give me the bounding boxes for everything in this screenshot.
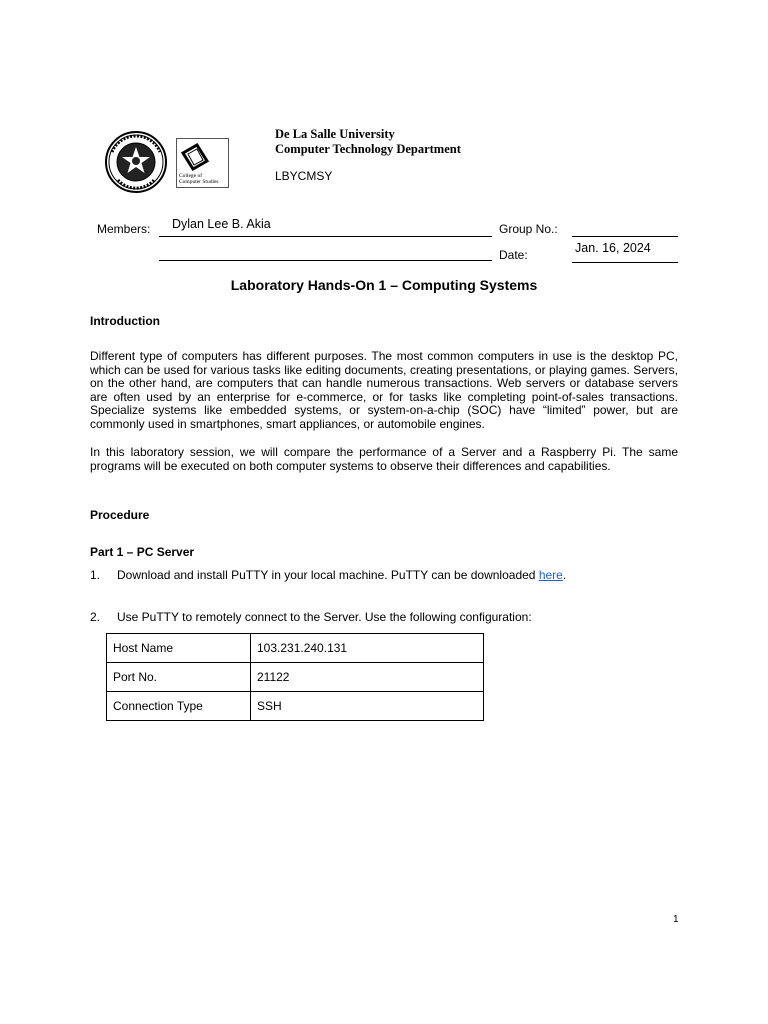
step1-number: 1. xyxy=(90,568,101,582)
config-table xyxy=(106,633,484,721)
date-label: Date: xyxy=(499,248,528,262)
members-label: Members: xyxy=(97,222,151,236)
page-title: Laboratory Hands-On 1 – Computing Systems xyxy=(230,277,538,293)
part1-heading: Part 1 – PC Server xyxy=(90,545,195,559)
step2-number: 2. xyxy=(90,610,101,624)
table-row xyxy=(107,634,484,663)
connection-type-value: SSH xyxy=(251,692,484,721)
port-no-value: 21122 xyxy=(251,663,484,692)
group-label: Group No.: xyxy=(499,222,558,236)
members-field[interactable] xyxy=(159,216,492,237)
host-name-label: Host Name xyxy=(107,634,251,663)
step1-item xyxy=(117,568,566,582)
introduction-paragraph-2: In this laboratory session, we will compare the performance of a Server and a Raspberry Pi. The same programs will be executed on both computer systems to observe their differences and capabilities. xyxy=(90,445,678,473)
step1-text: Download and install PuTTY in your local machine. PuTTY can be downloaded xyxy=(117,568,539,582)
step1-end: . xyxy=(562,568,567,582)
date-value: Jan. 16, 2024 xyxy=(575,241,651,255)
ccs-logo-text: College of Computer Studies xyxy=(179,173,219,185)
introduction-paragraph-1: Different type of computers has different purposes. The most common computers in use is the desktop PC, which can be used for various tasks like editing documents, creating presentations, or playing games. Servers, on the other hand, are computers that can handle numerous transactions. Web servers or database servers are often used by an enterprise for e-commerce, or for tasks like completing point-of-sales transactions. Specialize systems like embedded systems, or system-on-a-chip (SOC) have “limited” power, but are commonly used in smartphones, smart appliances, or automobile engines. xyxy=(90,349,678,431)
members-value: Dylan Lee B. Akia xyxy=(172,217,271,231)
step2-text: Use PuTTY to remotely connect to the Server. Use the following configuration: xyxy=(117,610,532,624)
port-no-label: Port No. xyxy=(107,663,251,692)
table-row xyxy=(107,692,484,721)
page-number: 1 xyxy=(673,914,679,925)
university-name: De La Salle University xyxy=(275,127,395,141)
host-name-value: 103.231.240.131 xyxy=(251,634,484,663)
introduction-heading: Introduction xyxy=(90,314,160,328)
table-row xyxy=(107,663,484,692)
members-field-second-line[interactable] xyxy=(159,242,492,261)
ccs-logo xyxy=(176,138,229,188)
procedure-heading: Procedure xyxy=(90,508,150,522)
group-field[interactable] xyxy=(572,218,678,237)
connection-type-label: Connection Type xyxy=(107,692,251,721)
dlsu-seal-logo xyxy=(104,130,168,194)
putty-download-link[interactable]: here xyxy=(538,568,563,582)
course-code: LBYCMSY xyxy=(275,169,333,183)
department-name: Computer Technology Department xyxy=(275,142,461,156)
date-field[interactable] xyxy=(572,240,678,263)
